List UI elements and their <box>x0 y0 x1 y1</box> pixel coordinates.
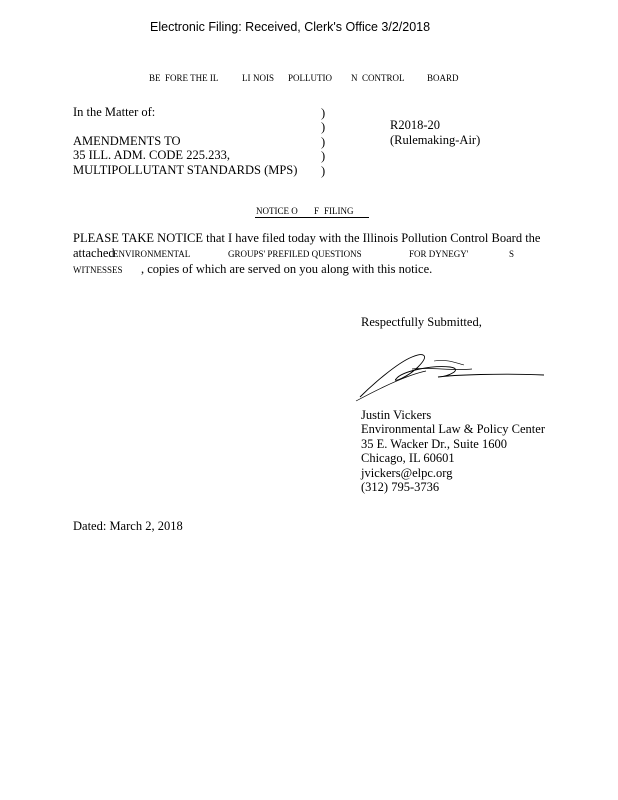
signer-address2: Chicago, IL 60601 <box>361 451 455 466</box>
signature <box>352 345 552 405</box>
signer-phone: (312) 795-3736 <box>361 480 440 495</box>
dated-line: Dated: March 2, 2018 <box>73 519 183 533</box>
paren: ) <box>321 163 326 178</box>
notice-heading <box>0 206 618 220</box>
signer-address1: 35 E. Wacker Dr., Suite 1600 <box>361 436 507 451</box>
board-title-part: LI <box>242 73 251 83</box>
paren: ) <box>321 149 326 164</box>
board-title <box>0 73 618 87</box>
body-smallcaps: S <box>509 249 515 259</box>
body-text: attached <box>73 246 115 260</box>
paren: ) <box>321 106 326 120</box>
board-title-part: CONTROL <box>362 73 405 83</box>
filing-stamp: Electronic Filing: Received, Clerk's Office 3/2/2018 <box>150 20 431 34</box>
board-title-part: POLLUTIO <box>288 73 332 83</box>
body-smallcaps: FOR DYNEGY' <box>409 249 469 259</box>
board-title-part: FORE THE IL <box>165 73 219 83</box>
notice-body-line2 <box>73 246 593 262</box>
paren: ) <box>321 120 326 135</box>
case-caption <box>73 105 297 177</box>
body-smallcaps: ENVIRONMENTAL <box>113 249 191 259</box>
caption-parens <box>321 106 325 178</box>
matter-label: In the Matter of: <box>73 105 156 119</box>
notice-body-line1: PLEASE TAKE NOTICE that I have filed today with the Illinois Pollution Control Board the <box>73 231 541 245</box>
body-text: , copies of which are served on you along with this notice. <box>141 262 433 276</box>
docket-type: (Rulemaking-Air) <box>390 133 481 147</box>
body-smallcaps: GROUPS' PREFILED QUESTIONS <box>228 249 362 259</box>
board-title-part: N <box>351 73 358 83</box>
signature-icon <box>352 345 552 405</box>
board-title-part: BOARD <box>427 73 459 83</box>
body-smallcaps: WITNESSES <box>73 265 123 275</box>
caption-line: 35 ILL. ADM. CODE 225.233, <box>73 148 230 163</box>
notice-heading-part: FILING <box>324 206 354 216</box>
notice-heading-part: F <box>314 206 320 216</box>
notice-body-line3 <box>73 262 593 278</box>
signer-org: Environmental Law & Policy Center <box>361 422 545 437</box>
docket-number: R2018-20 <box>390 118 440 132</box>
caption-line: MULTIPOLLUTANT STANDARDS (MPS) <box>73 162 298 177</box>
signer-name: Justin Vickers <box>361 408 432 422</box>
board-title-part: NOIS <box>253 73 275 83</box>
notice-heading-underline <box>255 217 369 218</box>
board-title-part: BE <box>149 73 161 83</box>
signer-email: jvickers@elpc.org <box>361 465 453 480</box>
closing-respectfully: Respectfully Submitted, <box>361 315 482 329</box>
signature-block <box>361 408 545 494</box>
caption-line: AMENDMENTS TO <box>73 133 181 148</box>
paren: ) <box>321 134 326 149</box>
notice-heading-part: NOTICE O <box>256 206 298 216</box>
